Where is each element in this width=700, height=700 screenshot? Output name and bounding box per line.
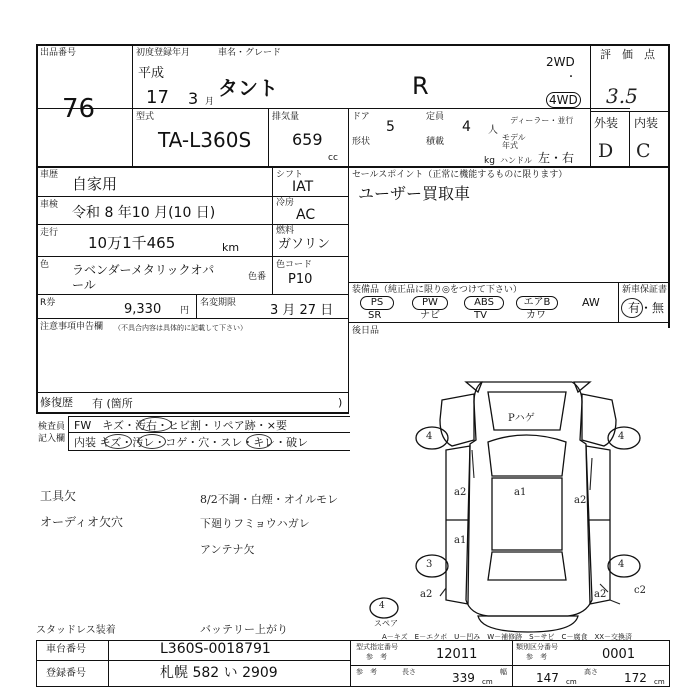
evaluation-score-label: 評 価 点 bbox=[600, 48, 655, 61]
rear-items-label: 後日品 bbox=[352, 326, 380, 336]
note-audio-missing: オーディオ欠穴 bbox=[40, 515, 124, 529]
inspection-date: 令和 8 年10 月(10 日) bbox=[72, 205, 216, 221]
width-label: 幅 bbox=[500, 668, 507, 676]
tire-front-left-depth: 4 bbox=[426, 431, 433, 442]
ac-label: 冷房 bbox=[276, 198, 295, 208]
equipment-ps: PS bbox=[360, 296, 394, 310]
lot-number: 76 bbox=[62, 94, 96, 124]
repair-close-bracket: ) bbox=[338, 396, 343, 409]
notes-label: 注意事項申告欄 bbox=[40, 322, 104, 332]
height: 172 bbox=[624, 671, 647, 685]
model-year-label: モデル年式 bbox=[502, 133, 526, 150]
length-unit: cm bbox=[482, 678, 493, 686]
name-change-label: 名変期限 bbox=[200, 298, 237, 308]
drive-4wd: 4WD bbox=[546, 92, 581, 108]
diagram-a2-rear-right: a2 bbox=[594, 589, 607, 600]
car-name-grade-label: 車名・グレード bbox=[218, 48, 282, 58]
exterior-label: 外装 bbox=[594, 116, 619, 130]
equipment-abs: ABS bbox=[464, 296, 504, 310]
recycle-fee: 9,330 bbox=[124, 302, 162, 317]
interior-label: 内装 bbox=[634, 116, 659, 130]
registration-month: 3 bbox=[188, 89, 199, 108]
repair-history-label: 修復歴 bbox=[40, 396, 73, 409]
color-name-line1: ラベンダーメタリックオパ bbox=[72, 263, 215, 277]
cc-unit: cc bbox=[328, 153, 338, 163]
equipment-sr: SR bbox=[368, 310, 382, 321]
length: 339 bbox=[452, 671, 475, 685]
ac: AC bbox=[296, 207, 316, 223]
history-label: 車歴 bbox=[40, 170, 59, 180]
diagram-a2-rear-left: a2 bbox=[420, 589, 433, 600]
handle: 左・右 bbox=[538, 151, 575, 165]
equipment-leather: カワ bbox=[526, 310, 546, 321]
drive-2wd: 2WD bbox=[546, 55, 575, 69]
inspection-label: 車検 bbox=[40, 200, 59, 210]
height-label: 高さ bbox=[584, 668, 598, 676]
inspector-label-2: 記入欄 bbox=[38, 434, 66, 444]
note-tools-missing: 工具欠 bbox=[40, 489, 77, 503]
color-label: 色 bbox=[40, 260, 50, 270]
type-cert-label: 型式指定番号 bbox=[356, 643, 398, 651]
note-antenna: アンテナ欠 bbox=[200, 543, 255, 556]
note-undercarriage: 下廻りフミョウハガレ bbox=[200, 517, 310, 530]
load-unit: kg bbox=[484, 156, 495, 166]
diagram-hood-note: Pハゲ bbox=[508, 413, 535, 424]
diagram-c2-note: c2 bbox=[634, 585, 646, 596]
color-code-label: 色コード bbox=[276, 260, 313, 270]
note-engine: 8/2不調・白煙・オイルモレ bbox=[200, 493, 339, 506]
shape-label: 形状 bbox=[352, 137, 371, 147]
selling-point-label: セールスポイント（正常に機能するものに限ります） bbox=[352, 170, 568, 180]
car-name: タント bbox=[218, 76, 278, 100]
displacement: 659 bbox=[292, 130, 323, 149]
drive-separator: ・ bbox=[566, 72, 576, 83]
handle-label: ハンドル bbox=[500, 156, 532, 165]
equipment-label: 装備品（純正品に限り◎をつけて下さい） bbox=[352, 285, 522, 295]
recycle-label: R券 bbox=[40, 298, 56, 308]
dealer-label: ディーラー・並行 bbox=[510, 116, 574, 125]
tire-rear-right-depth: 4 bbox=[618, 559, 625, 570]
grade: R bbox=[412, 72, 429, 100]
width-unit: cm bbox=[566, 678, 577, 686]
diagram-spare-label: スペア bbox=[374, 619, 398, 628]
repair-history-value: 有 (箇所 bbox=[92, 397, 133, 410]
month-unit: 月 bbox=[205, 97, 215, 107]
chassis-label: 車台番号 bbox=[46, 644, 86, 655]
chassis-number: L360S-0018791 bbox=[160, 641, 271, 657]
class-label: 類別区分番号 bbox=[516, 643, 558, 651]
notes-sub-label: （不具合内容は具体的に記載して下さい） bbox=[114, 324, 247, 332]
capacity-label: 定員 bbox=[426, 112, 445, 122]
color-number-label: 色番 bbox=[248, 272, 267, 282]
length-label: 長さ bbox=[402, 668, 416, 676]
plate-number: 札幌 582 い 2909 bbox=[160, 665, 278, 681]
warranty: 有・無 bbox=[628, 301, 665, 315]
diagram-a2-left: a2 bbox=[454, 487, 467, 498]
equipment-tv: TV bbox=[474, 310, 487, 321]
km-unit: km bbox=[222, 241, 240, 254]
interior-grade: C bbox=[636, 140, 651, 162]
selling-point: ユーザー買取車 bbox=[358, 184, 471, 203]
lot-number-label: 出品番号 bbox=[40, 48, 77, 58]
note-studless: スタッドレス装着 bbox=[36, 625, 116, 636]
era: 平成 bbox=[138, 66, 165, 81]
doors: 5 bbox=[386, 119, 395, 135]
history: 自家用 bbox=[72, 175, 118, 193]
type-cert-number: 12011 bbox=[436, 647, 478, 662]
tire-spare-depth: 4 bbox=[379, 601, 385, 611]
warranty-label: 新車保証書 bbox=[622, 285, 668, 295]
shift-label: シフト bbox=[276, 170, 304, 180]
name-change-deadline: 3 月 27 日 bbox=[270, 303, 334, 318]
registration-year: 17 bbox=[146, 87, 169, 108]
plate-label: 登録番号 bbox=[46, 668, 86, 679]
equipment-aw: AW bbox=[582, 296, 600, 309]
tire-front-right-depth: 4 bbox=[618, 431, 625, 442]
check-row-exterior: FW キズ・汚右・ヒビ割・リペア跡・×要 bbox=[74, 419, 287, 432]
fuel-label: 燃料 bbox=[276, 226, 295, 236]
type-cert-ref: 参 考 bbox=[366, 653, 387, 661]
person-unit: 人 bbox=[488, 125, 498, 136]
diagram-a2-right: a2 bbox=[574, 495, 587, 506]
mileage: 10万1千465 bbox=[88, 234, 176, 252]
mileage-label: 走行 bbox=[40, 228, 59, 238]
dimension-ref: 参 考 bbox=[356, 668, 377, 676]
diagram-roof-note: a1 bbox=[514, 487, 527, 498]
exterior-grade: D bbox=[598, 140, 614, 162]
height-unit: cm bbox=[654, 678, 665, 686]
width: 147 bbox=[536, 671, 559, 685]
class-number: 0001 bbox=[602, 647, 636, 662]
inspector-label-1: 検査員 bbox=[38, 422, 66, 432]
tire-rear-left-depth: 3 bbox=[426, 559, 433, 570]
capacity: 4 bbox=[462, 119, 471, 135]
equipment-pw: PW bbox=[412, 296, 448, 310]
equipment-navi: ナビ bbox=[420, 310, 440, 321]
shift: IAT bbox=[292, 179, 314, 195]
diagram-door-note: a1 bbox=[454, 535, 467, 546]
first-registration-label: 初度登録年月 bbox=[136, 48, 191, 58]
check-row-interior: 内装 キズ・汚レ・コゲ・穴・スレ・キレ・破レ bbox=[74, 436, 309, 449]
damage-legend: A－キズ E－エクボ U－凹み W－補修跡 S－サビ C－腐食 XX－交換済 bbox=[382, 633, 633, 641]
equipment-airbag: エアB bbox=[516, 296, 558, 310]
color-code: P10 bbox=[288, 272, 313, 287]
displacement-label: 排気量 bbox=[272, 112, 300, 122]
note-battery: バッテリー上がり bbox=[200, 623, 288, 636]
load-label: 積載 bbox=[426, 137, 445, 147]
door-label: ドア bbox=[352, 112, 370, 122]
evaluation-score: 3.5 bbox=[606, 84, 638, 108]
color-name-line2: ール bbox=[72, 278, 96, 292]
model-code: TA-L360S bbox=[158, 128, 252, 152]
yen-unit: 円 bbox=[180, 306, 190, 316]
fuel: ガソリン bbox=[278, 237, 331, 252]
class-ref: 参 考 bbox=[526, 653, 547, 661]
model-label: 型式 bbox=[136, 112, 155, 122]
